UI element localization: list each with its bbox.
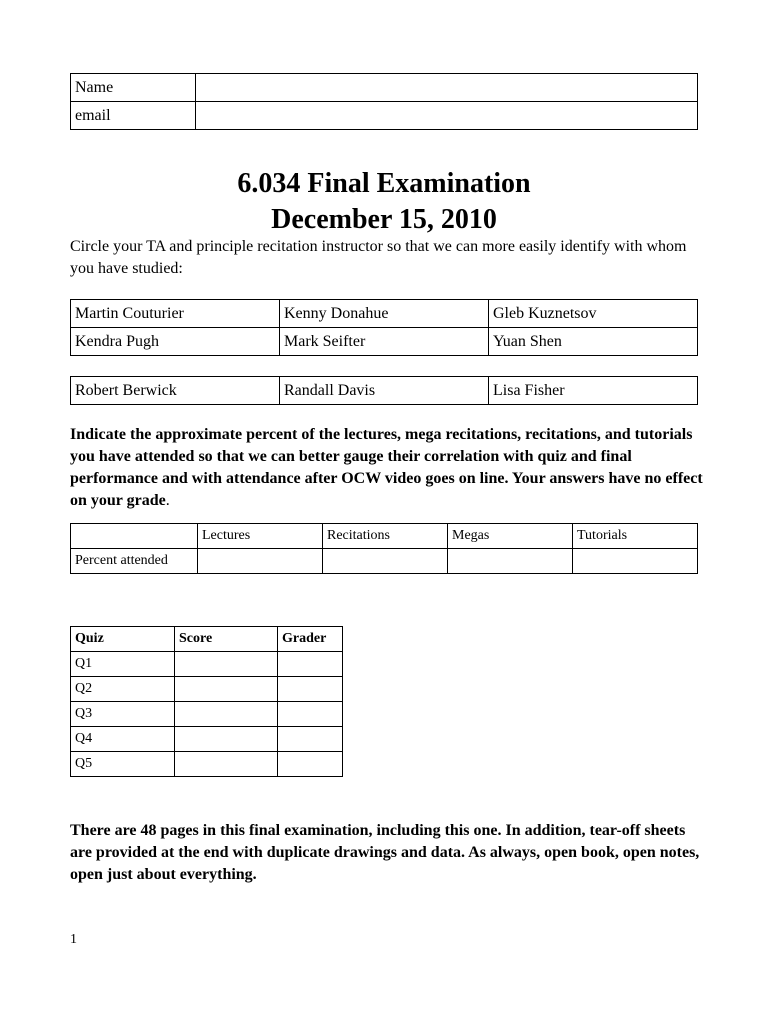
megas-percent-field[interactable] <box>448 549 573 574</box>
attendance-header-lectures: Lectures <box>198 524 323 549</box>
score-header: Score <box>175 627 278 652</box>
ta-row <box>71 300 698 328</box>
tutorials-percent-field[interactable] <box>573 549 698 574</box>
grader-cell[interactable] <box>278 702 343 727</box>
ta-table <box>70 299 698 356</box>
score-cell[interactable] <box>175 677 278 702</box>
quiz-label: Q1 <box>71 652 175 677</box>
instructor-table <box>70 376 698 405</box>
attendance-header-row <box>71 524 698 549</box>
name-row <box>71 74 698 102</box>
instructor-name[interactable]: Lisa Fisher <box>489 377 698 405</box>
email-label: email <box>71 102 196 130</box>
grader-cell[interactable] <box>278 677 343 702</box>
percent-attended-label: Percent attended <box>71 549 198 574</box>
quiz-row <box>71 702 343 727</box>
quiz-row <box>71 727 343 752</box>
name-field[interactable] <box>196 74 698 102</box>
quiz-row <box>71 752 343 777</box>
quiz-row <box>71 677 343 702</box>
email-field[interactable] <box>196 102 698 130</box>
recitations-percent-field[interactable] <box>323 549 448 574</box>
ta-name[interactable]: Yuan Shen <box>489 328 698 356</box>
quiz-label: Q5 <box>71 752 175 777</box>
attendance-header-tutorials: Tutorials <box>573 524 698 549</box>
intro-text: Circle your TA and principle recitation instructor so that we can more easily identify with whom you have studied: <box>70 238 687 277</box>
attendance-instructions <box>70 424 710 512</box>
instructor-row <box>71 377 698 405</box>
score-cell[interactable] <box>175 727 278 752</box>
attendance-header-blank <box>71 524 198 549</box>
grader-cell[interactable] <box>278 727 343 752</box>
student-info-table <box>70 73 698 130</box>
page-number: 1 <box>70 932 77 947</box>
name-label: Name <box>71 74 196 102</box>
instructor-name[interactable]: Robert Berwick <box>71 377 280 405</box>
exam-title: 6.034 Final Examination <box>237 168 531 199</box>
ta-name[interactable]: Kenny Donahue <box>280 300 489 328</box>
quiz-label: Q4 <box>71 727 175 752</box>
quiz-header-row <box>71 627 343 652</box>
ta-name[interactable]: Martin Couturier <box>71 300 280 328</box>
ta-name[interactable]: Gleb Kuznetsov <box>489 300 698 328</box>
quiz-label: Q3 <box>71 702 175 727</box>
ta-name[interactable]: Kendra Pugh <box>71 328 280 356</box>
exam-date: December 15, 2010 <box>271 204 497 235</box>
attendance-header-megas: Megas <box>448 524 573 549</box>
lectures-percent-field[interactable] <box>198 549 323 574</box>
grader-cell[interactable] <box>278 652 343 677</box>
score-cell[interactable] <box>175 702 278 727</box>
attendance-instructions-end: . <box>165 492 170 509</box>
grader-header: Grader <box>278 627 343 652</box>
quiz-header: Quiz <box>71 627 175 652</box>
quiz-row <box>71 652 343 677</box>
quiz-label: Q2 <box>71 677 175 702</box>
closing-text: There are 48 pages in this final examination, including this one. In addition, tear-off sheets are provided at the end with duplicate drawings and data. As always, open book, open notes, open just about everything. <box>70 822 700 883</box>
ta-row <box>71 328 698 356</box>
email-row <box>71 102 698 130</box>
attendance-instructions-text: Indicate the approximate percent of the lectures, mega recitations, recitations, and tutorials you have attended so that we can better gauge their correlation with quiz and final performance and with attendance after OCW video goes on line. Your answers have no effect on your grade <box>70 426 703 509</box>
grader-cell[interactable] <box>278 752 343 777</box>
score-cell[interactable] <box>175 652 278 677</box>
attendance-row <box>71 549 698 574</box>
score-cell[interactable] <box>175 752 278 777</box>
attendance-table <box>70 523 698 574</box>
attendance-header-recitations: Recitations <box>323 524 448 549</box>
quiz-score-table <box>70 626 343 777</box>
instructor-name[interactable]: Randall Davis <box>280 377 489 405</box>
ta-name[interactable]: Mark Seifter <box>280 328 489 356</box>
